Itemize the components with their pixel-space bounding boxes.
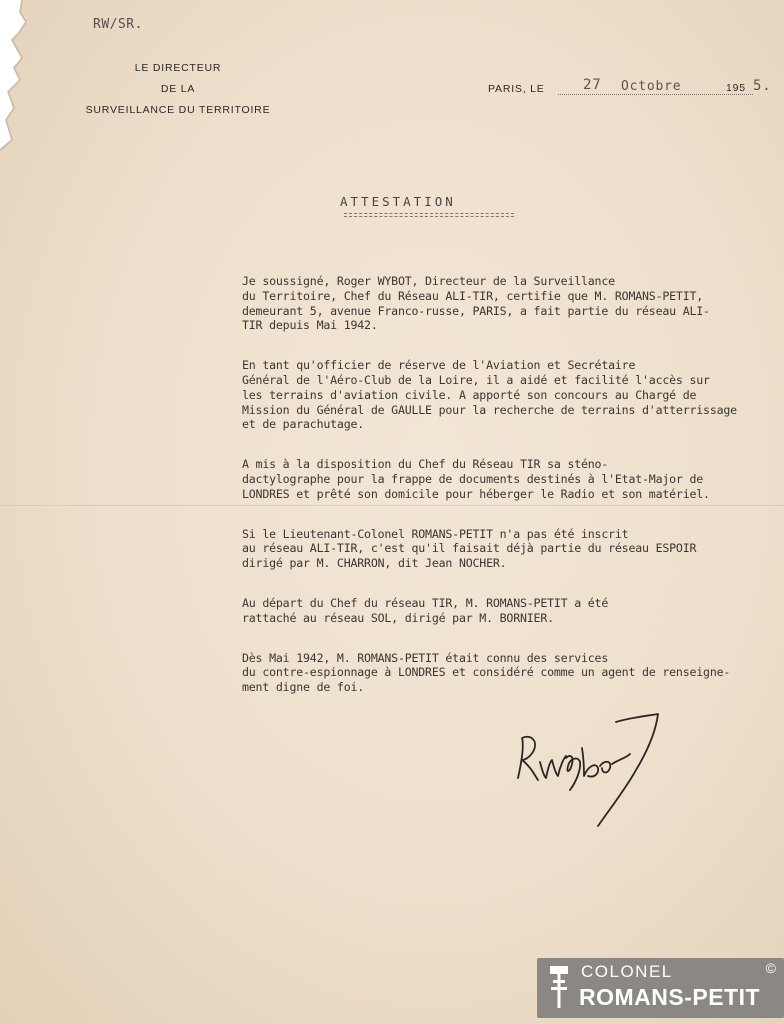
letterhead [58,58,298,121]
copyright-icon: © [765,960,776,976]
torn-corner [0,0,60,160]
date-dotted-rule [558,94,753,95]
paragraph-3: A mis à la disposition du Chef du Réseau TIR sa sténo- dactylographe pour la frappe de documents destinés à l'Etat-Major de LONDRES et prêté son domicile pour héberger le Radio et son matériel. [242,457,710,501]
letterhead-line-2: DE LA [160,83,196,95]
watermark-logo [537,958,784,1018]
reference-code: RW/SR. [93,17,143,32]
paragraph-4: Si le Lieutenant-Colonel ROMANS-PETIT n'a pas été inscrit au réseau ALI-TIR, c'est qu'il faisait déjà partie du réseau ESPOIR dirigé par M. CHARRON, dit Jean NOCHER. [242,526,697,571]
date-year-prefix: 195 [726,82,746,94]
document-title: ATTESTATION [340,194,456,209]
watermark-line-2: ROMANS-PETIT [579,984,761,1010]
paragraph-1: Je soussigné, Roger WYBOT, Directeur de la Surveillance du Territoire, Chef du Réseau ALI-TIR, certifie que M. ROMANS-PETIT, demeurant 5, avenue Franco-russe, PARIS, a fait partie du réseau ALI- TIR depuis Mai 1942. [242,274,710,333]
letterhead-line-3: SURVEILLANCE DU TERRITOIRE [85,104,271,116]
watermark-line-1: COLONEL [581,962,673,981]
date-month: Octobre [621,79,682,94]
cross-of-lorraine-icon [547,966,571,1010]
letterhead-line-1: LE DIRECTEUR [134,62,222,74]
date-label: PARIS, LE [488,83,545,95]
document-body [242,274,782,720]
date-day: 27 [583,77,602,93]
handwritten-signature [508,710,668,840]
date-line [488,77,778,102]
title-underline [344,213,514,214]
paragraph-6: Dès Mai 1942, M. ROMANS-PETIT était connu des services du contre-espionnage à LONDRES et considéré comme un agent de renseigne- ment digne de foi. [242,650,731,695]
date-year-suffix: 5. [753,78,772,94]
paragraph-5: Au départ du Chef du réseau TIR, M. ROMANS-PETIT a été rattaché au réseau SOL, dirigé par M. BORNIER. [242,595,609,625]
paragraph-2: En tant qu'officier de réserve de l'Aviation et Secrétaire Général de l'Aéro-Club de la Loire, il a aidé et facilité l'accès sur les terrains d'aviation civile. A apporté son concours au Chargé de Mission du Général de GAULLE pour la recherche de terrains d'atterrissage et de parachutage. [242,358,737,432]
title-underline-2 [344,216,514,217]
